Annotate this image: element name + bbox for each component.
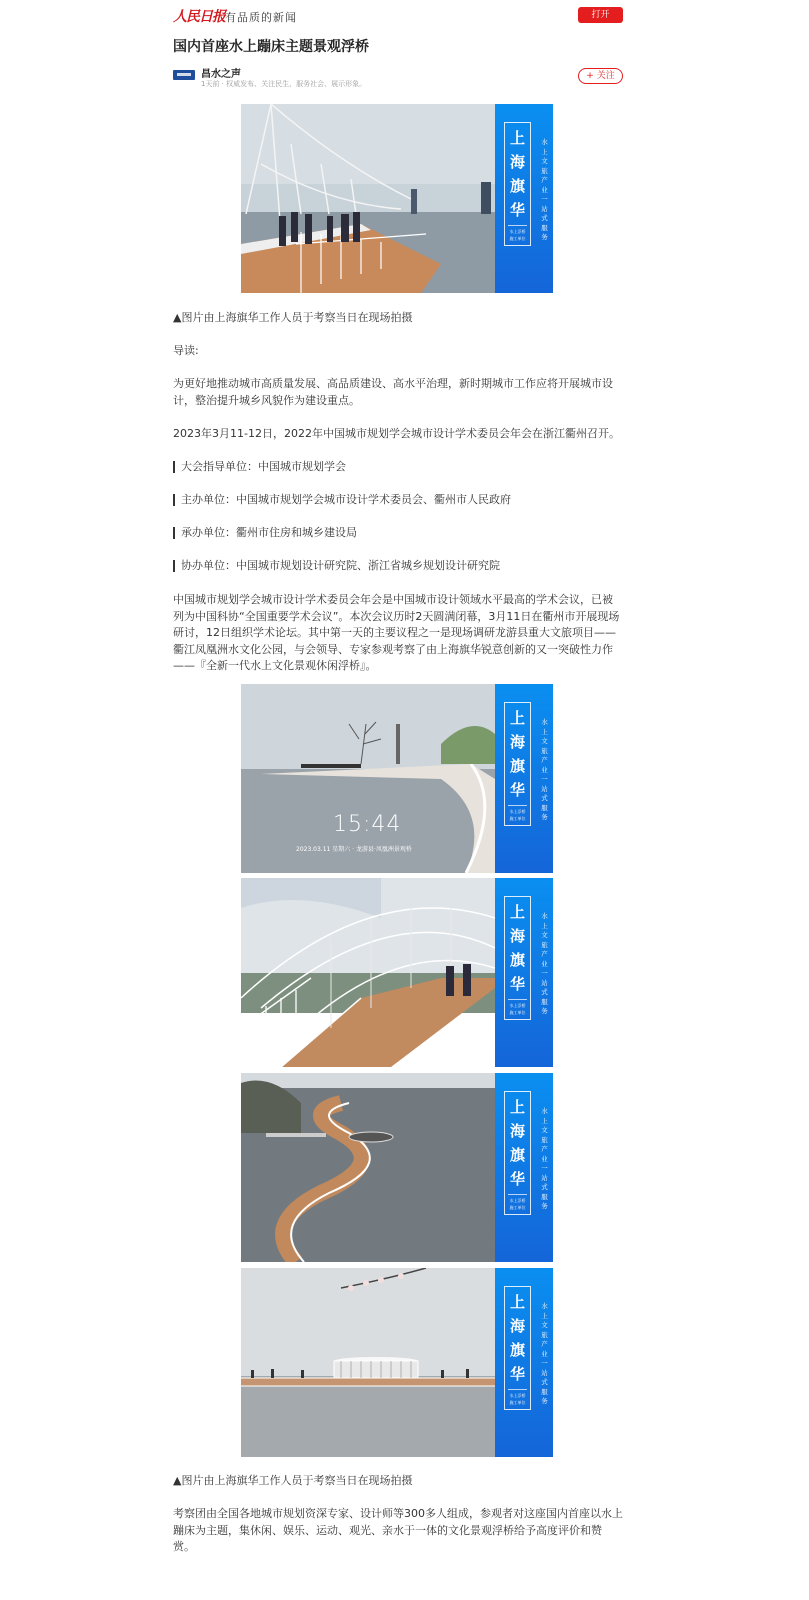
brand-char: 上 — [509, 903, 525, 921]
co-organizer-unit: 协办单位：中国城市规划设计研究院、浙江省城乡规划设计研究院 — [173, 560, 623, 572]
article-photo-4[interactable] — [241, 1073, 553, 1262]
host-unit: 主办单位：中国城市规划学会城市设计学术委员会、衢州市人民政府 — [173, 494, 623, 506]
top-bar — [173, 6, 623, 26]
brand-vertical-text: 水上文旅产业一站式服务 — [541, 718, 548, 821]
photo-caption-1: ▲图片由上海旗华工作人员于考察当日在现场拍摄 — [173, 311, 413, 324]
brand-box — [504, 122, 531, 246]
brand-sidebar — [495, 878, 553, 1067]
brand-char: 华 — [509, 1170, 525, 1188]
brand-vertical-text: 水上文旅产业一站式服务 — [541, 912, 548, 1015]
brand-subtitle: 水上浮桥 — [508, 805, 527, 815]
brand-subtitle: 水上浮桥 — [508, 225, 527, 235]
brand-subtitle: 施工单位 — [509, 1400, 526, 1405]
author-meta: 1天前 · 权威发布、关注民生、服务社会、展示形象。 — [201, 80, 367, 88]
brand-char: 海 — [509, 1317, 525, 1335]
article-title: 国内首座水上蹦床主题景观浮桥 — [173, 39, 369, 55]
article-photo-2[interactable] — [241, 684, 553, 873]
brand-char: 旗 — [509, 1146, 525, 1164]
brand-char: 华 — [509, 201, 525, 219]
brand-subtitle: 施工单位 — [509, 236, 526, 241]
brand-box — [504, 1286, 531, 1410]
author-row — [173, 64, 623, 92]
brand-sidebar — [495, 1073, 553, 1262]
site-slogan: 有品质的新闻 — [225, 11, 297, 24]
article-photo-1[interactable] — [241, 104, 553, 293]
clock-overlay: 15:44 — [333, 812, 402, 837]
brand-subtitle: 水上浮桥 — [508, 999, 527, 1009]
open-app-button[interactable]: 打开 — [578, 7, 623, 23]
brand-char: 海 — [509, 1122, 525, 1140]
brand-box — [504, 1091, 531, 1215]
bridge-photo-scene — [241, 1073, 495, 1262]
brand-box — [504, 896, 531, 1020]
brand-char: 海 — [509, 153, 525, 171]
brand-char: 华 — [509, 781, 525, 799]
paragraph-3: 中国城市规划学会城市设计学术委员会年会是中国城市设计领域水平最高的学术会议，已被列为中国科协“全国重要学术会议”。本次会议历时2天圆满闭幕，3月11日在衢州市开展现场研讨，12日组织学术论坛。其中第一天的主要议程之一是现场调研龙游县重大文旅项目——衢江凤凰洲水文化公园，与会领导、专家参观考察了由上海旗华锐意创新的又一突破性力作——『全新一代水上文化景观休闲浮桥』。 — [173, 593, 620, 672]
brand-char: 上 — [509, 709, 525, 727]
paragraph-2: 2023年3月11-12日，2022年中国城市规划学会城市设计学术委员会年会在浙江衢州召开。 — [173, 427, 620, 440]
brand-char: 上 — [509, 1293, 525, 1311]
brand-char: 旗 — [509, 1341, 525, 1359]
bridge-photo-scene — [241, 104, 495, 293]
brand-char: 上 — [509, 1098, 525, 1116]
intro-label: 导读: — [173, 344, 199, 357]
clock-subtitle: 2023.03.11 星期六 · 龙游县·凤凰洲景观桥 — [296, 846, 412, 853]
brand-char: 华 — [509, 975, 525, 993]
bridge-photo-scene — [241, 1268, 495, 1457]
brand-vertical-text: 水上文旅产业一站式服务 — [541, 138, 548, 241]
author-avatar[interactable] — [173, 70, 195, 80]
brand-sidebar — [495, 1268, 553, 1457]
paragraph-4: 考察团由全国各地城市规划资深专家、设计师等300多人组成，参观者对这座国内首座以水上蹦床为主题，集休闲、娱乐、运动、观光、亲水于一体的文化景观浮桥给予高度评价和赞赏。 — [173, 1507, 623, 1553]
paragraph-1: 为更好地推动城市高质量发展、高品质建设、高水平治理，新时期城市工作应将开展城市设计，整治提升城乡风貌作为建设重点。 — [173, 377, 613, 407]
brand-char: 上 — [509, 129, 525, 147]
brand-char: 旗 — [509, 177, 525, 195]
brand-subtitle: 施工单位 — [509, 1205, 526, 1210]
guide-unit: 大会指导单位：中国城市规划学会 — [173, 461, 623, 473]
brand-subtitle: 施工单位 — [509, 1010, 526, 1015]
brand-char: 旗 — [509, 757, 525, 775]
organizer-unit: 承办单位：衢州市住房和城乡建设局 — [173, 527, 623, 539]
author-name[interactable]: 昌水之声 — [201, 69, 241, 80]
brand-vertical-text: 水上文旅产业一站式服务 — [541, 1107, 548, 1210]
article-photo-5[interactable] — [241, 1268, 553, 1457]
brand-char: 海 — [509, 733, 525, 751]
brand-sidebar — [495, 684, 553, 873]
photo-caption-2: ▲图片由上海旗华工作人员于考察当日在现场拍摄 — [173, 1474, 413, 1487]
brand-box — [504, 702, 531, 826]
brand-vertical-text: 水上文旅产业一站式服务 — [541, 1302, 548, 1405]
brand-sidebar — [495, 104, 553, 293]
brand-subtitle: 水上浮桥 — [508, 1194, 527, 1204]
brand-subtitle: 施工单位 — [509, 816, 526, 821]
brand-subtitle: 水上浮桥 — [508, 1389, 527, 1399]
follow-button[interactable]: + 关注 — [578, 68, 623, 84]
article-photo-3[interactable] — [241, 878, 553, 1067]
site-logo[interactable]: 人民日报 — [173, 9, 225, 25]
brand-char: 旗 — [509, 951, 525, 969]
bridge-photo-scene — [241, 878, 495, 1067]
brand-char: 海 — [509, 927, 525, 945]
brand-char: 华 — [509, 1365, 525, 1383]
